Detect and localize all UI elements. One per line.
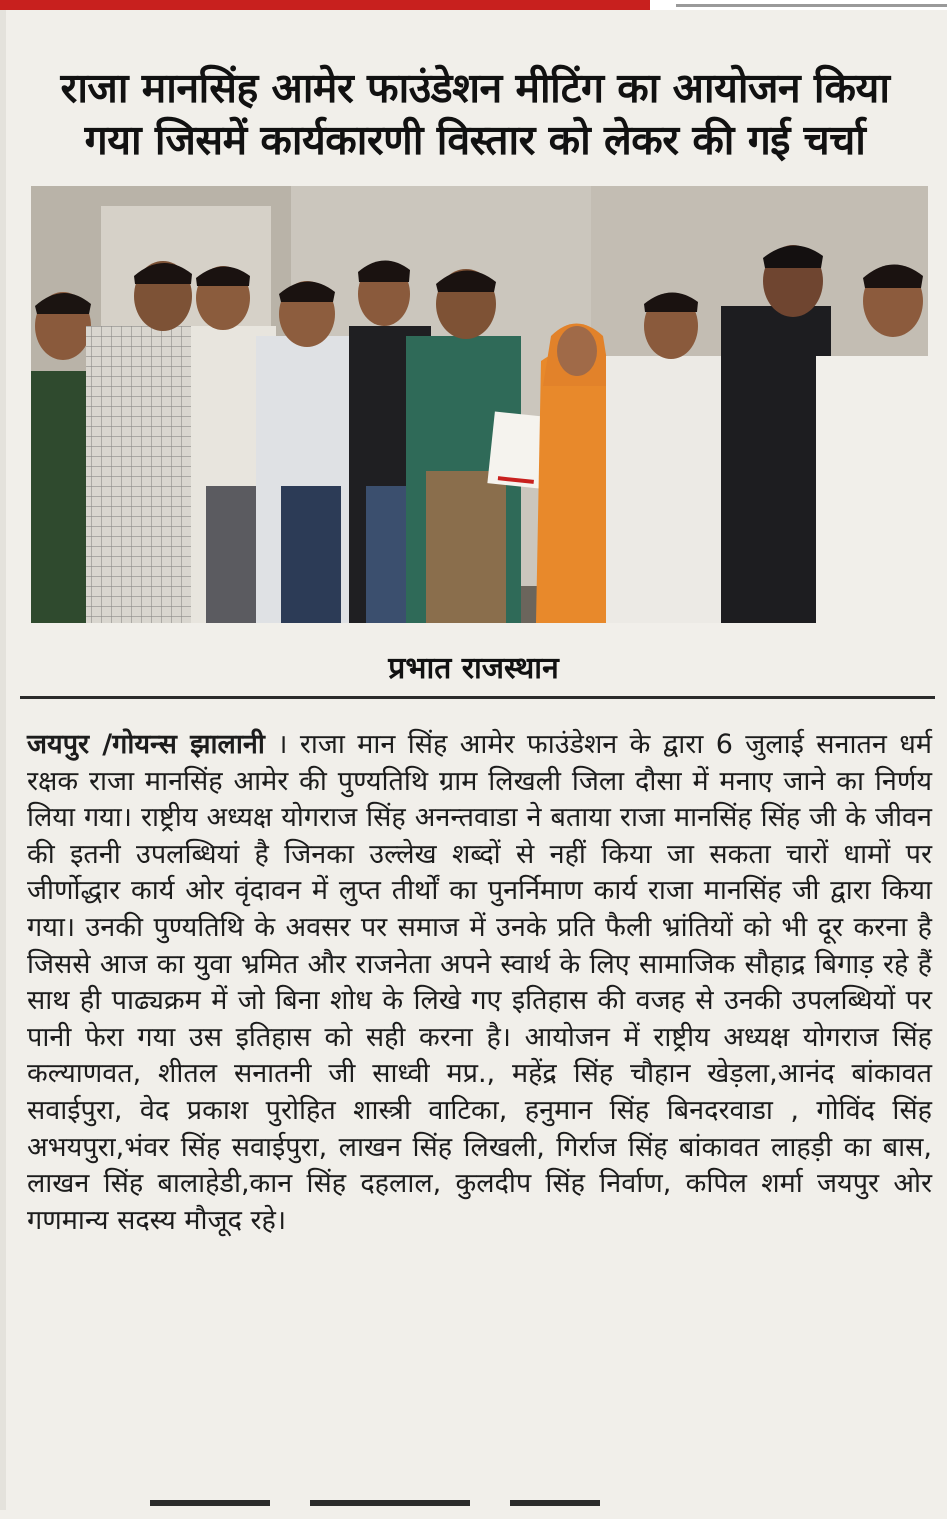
top-red-band (0, 0, 650, 10)
dateline: जयपुर /गोयन्स झालानी (27, 729, 265, 760)
bottom-cut-text (150, 1500, 710, 1510)
headline (20, 62, 930, 166)
article-body (27, 727, 932, 1239)
article-body-text: । राजा मान सिंह आमेर फाउंडेशन के द्वारा 6 जुलाई सनातन धर्म रक्षक राजा मानसिंह आमेर की पुण्यतिथि ग्राम लिखली जिला दौसा में मनाए जाने का निर्णय लिया गया। राष्ट्रीय अध्यक्ष योगराज सिंह अनन्तवाडा ने बताया राजा मानसिंह सिंह जी के जीवन की इतनी उपलब्धियां है जिनका उल्लेख शब्दों से नहीं किया जा सकता चारों धामों पर जीर्णोद्धार कार्य ओर वृंदावन में लुप्त तीर्थों का पुनर्निमाण कार्य राजा मानसिंह जी द्वारा किया गया। उनकी पुण्यतिथि के अवसर पर समाज में उनके प्रति फैली भ्रांतियों को भी दूर करना है जिससे आज का युवा भ्रमित और राजनेता अपने स्वार्थ के लिए सामाजिक सौहाद्र बिगाड़ रहे हैं साथ ही पाढ्यक्रम में जो बिना शोध के लिखे गए इतिहास की वजह से उनकी उपलब्धियों पर पानी फेरा गया उस इतिहास को सही करना है। आयोजन में राष्ट्रीय अध्यक्ष योगराज सिंह कल्याणवत, शीतल सनातनी जी साध्वी मप्र., महेंद्र सिंह चौहान खेड़ला,आनंद बांकावत सवाईपुरा, वेद प्रकाश पुरोहित शास्त्री वाटिका, हनुमान सिंह बिनदरवाडा , गोविंद सिंह अभयपुरा,भंवर सिंह सवाईपुरा, लाखन सिंह लिखली, गिर्राज सिंह बांकावत लाहड़ी का बास, लाखन सिंह बालाहेडी,कान सिंह दहलाल, कुलदीप सिंह निर्वाण, कपिल शर्मा जयपुर ओर गणमान्य सदस्य मौजूद रहे। (27, 729, 932, 1236)
group-photo-illustration (31, 186, 928, 623)
newspaper-byline: प्रभात राजस्थान (388, 651, 559, 686)
top-gray-rule (676, 4, 947, 7)
headline-line-2: गया जिसमें कार्यकारणी विस्तार को लेकर की गई चर्चा (84, 116, 866, 164)
group-photo (31, 186, 928, 623)
headline-line-1: राजा मानसिंह आमेर फाउंडेशन मीटिंग का आयोजन किया (60, 64, 890, 112)
divider-rule (20, 696, 935, 699)
page-edge (0, 10, 6, 1510)
certificate-document (487, 411, 546, 488)
